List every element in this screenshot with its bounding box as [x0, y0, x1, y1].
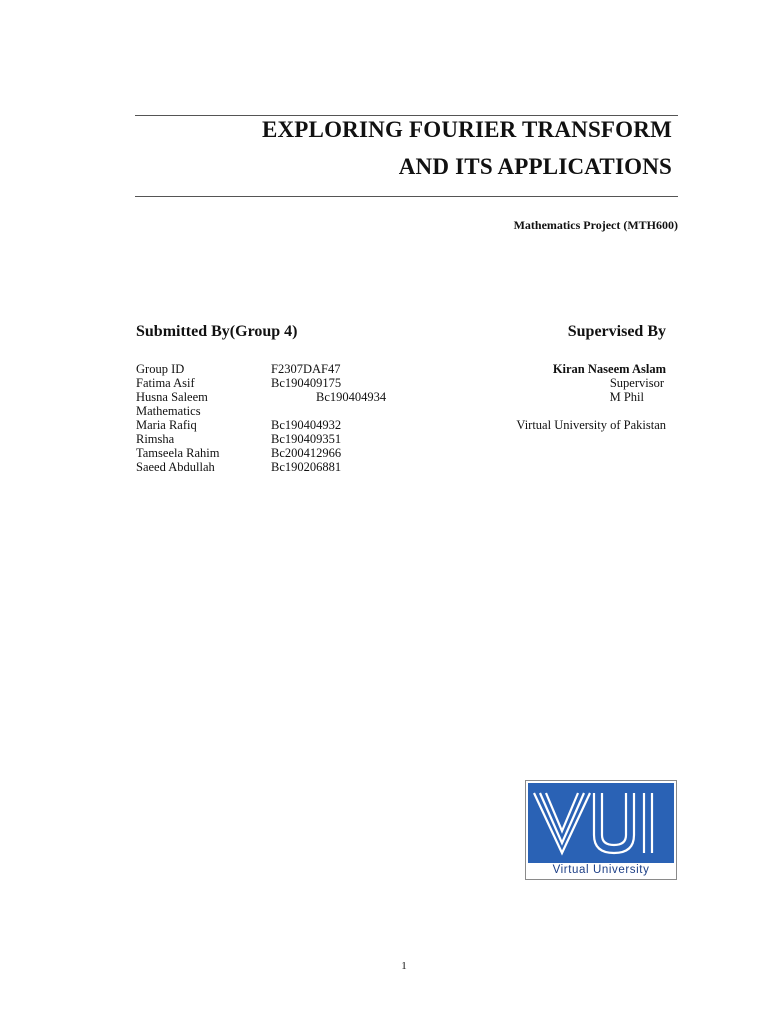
- member-id: Bc190409351: [271, 432, 342, 446]
- member-name: Group ID: [136, 362, 185, 376]
- title-line-1: EXPLORING FOURIER TRANSFORM: [261, 117, 672, 142]
- supervisor-role: Supervisor: [609, 376, 664, 390]
- supervisor-name: Kiran Naseem Aslam: [552, 362, 666, 376]
- course-label: Mathematics Project (MTH600): [513, 218, 678, 232]
- member-id: Bc190404934: [316, 390, 387, 404]
- vu-logo-mark: [528, 783, 674, 863]
- top-rule: [135, 115, 678, 116]
- member-name: Mathematics: [136, 404, 201, 418]
- supervisor-institution: Virtual University of Pakistan: [516, 418, 666, 432]
- submitted-heading: Submitted By(Group 4): [136, 323, 298, 340]
- page-number: 1: [401, 960, 407, 972]
- supervisor-block: [516, 362, 666, 432]
- member-name: Fatima Asif: [136, 376, 195, 390]
- member-id: Bc200412966: [271, 446, 342, 460]
- member-name: Maria Rafiq: [136, 418, 197, 432]
- member-id: F2307DAF47: [271, 362, 341, 376]
- vu-logo-icon: [528, 783, 674, 863]
- supervised-heading: Supervised By: [567, 323, 666, 340]
- member-id: Bc190409175: [271, 376, 342, 390]
- member-name: Husna Saleem: [136, 390, 208, 404]
- member-name: Saeed Abdullah: [136, 460, 215, 474]
- logo-caption: Virtual University: [552, 864, 650, 876]
- member-name: Tamseela Rahim: [136, 446, 220, 460]
- member-name: Rimsha: [136, 432, 175, 446]
- bottom-rule: [135, 196, 678, 197]
- university-logo: [525, 780, 677, 880]
- logo-text: VU: [528, 783, 530, 784]
- member-id: Bc190206881: [271, 460, 342, 474]
- member-id: Bc190404932: [271, 418, 342, 432]
- supervisor-degree: M Phil: [609, 390, 644, 404]
- title-line-2: AND ITS APPLICATIONS: [398, 154, 672, 179]
